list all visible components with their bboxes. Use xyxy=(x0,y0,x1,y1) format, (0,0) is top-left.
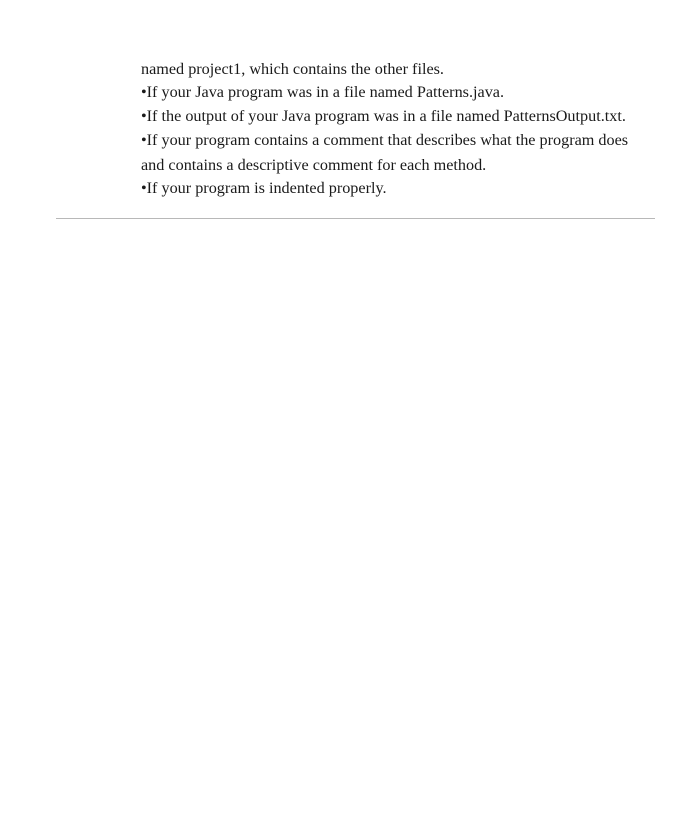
checklist-item-comments xyxy=(141,128,653,177)
checklist-text-block xyxy=(141,58,653,201)
checklist-item-indentation xyxy=(141,177,653,200)
continuation-line xyxy=(141,58,653,81)
line-text: If your Java program was in a file named Patterns.java. xyxy=(146,83,505,102)
checklist-item-output-file xyxy=(141,105,653,128)
horizontal-divider xyxy=(56,218,655,219)
line-text: If your program is indented properly. xyxy=(146,179,387,198)
bullet-icon: • xyxy=(141,106,147,125)
bullet-icon: • xyxy=(141,131,147,150)
line-text: named project1, which contains the other files. xyxy=(141,60,444,78)
line-text: If your program contains a comment that describes what the program does and contains a descriptive comment for each method. xyxy=(141,131,629,174)
checklist-item-java-file xyxy=(141,81,653,104)
line-text: If the output of your Java program was in a file named PatternsOutput.txt. xyxy=(146,106,626,125)
bullet-icon: • xyxy=(141,179,147,198)
bullet-icon: • xyxy=(141,83,147,102)
